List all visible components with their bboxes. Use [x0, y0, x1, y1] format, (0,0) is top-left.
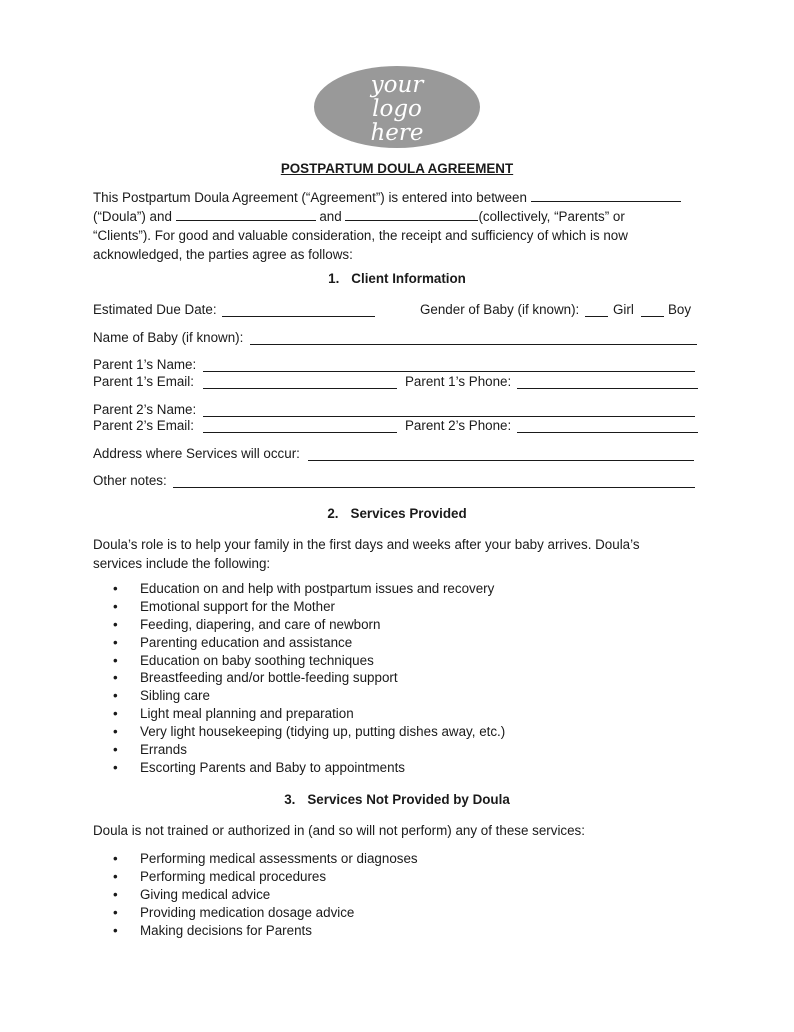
gender-label: Gender of Baby (if known): [420, 302, 580, 317]
gender-girl-field[interactable] [585, 316, 608, 317]
list-item: • Errands [113, 741, 505, 759]
services-intro-line-1: Doula’s role is to help your family in the first days and weeks after your baby arrives. Doula’s [93, 537, 640, 552]
parent1-blank[interactable] [176, 207, 316, 221]
list-item: • Education on and help with postpartum issues and recovery [113, 580, 505, 598]
due-date-label: Estimated Due Date: [93, 302, 217, 317]
list-item: • Giving medical advice [113, 886, 418, 904]
address-field[interactable] [308, 460, 694, 461]
list-item: • Performing medical procedures [113, 868, 418, 886]
parent1-phone-label: Parent 1’s Phone: [405, 374, 512, 389]
doula-name-blank[interactable] [531, 188, 681, 202]
svg-text:your: your [370, 72, 424, 98]
parent2-phone-label: Parent 2’s Phone: [405, 418, 512, 433]
logo-placeholder [314, 66, 480, 148]
parent1-phone-field[interactable] [517, 388, 698, 389]
baby-name-field[interactable] [250, 344, 697, 345]
boy-label: Boy [668, 302, 692, 317]
intro-line-3: “Clients”). For good and valuable consideration, the receipt and sufficiency of which is now [93, 228, 628, 243]
parent1-email-label: Parent 1’s Email: [93, 374, 194, 389]
list-item: • Breastfeeding and/or bottle-feeding support [113, 669, 505, 687]
intro-line-2c: (collectively, “Parents” or [478, 209, 625, 224]
gender-boy-field[interactable] [641, 316, 664, 317]
notes-field[interactable] [173, 487, 695, 488]
list-item: • Performing medical assessments or diagnoses [113, 850, 418, 868]
parent2-email-field[interactable] [203, 432, 397, 433]
list-item: • Providing medication dosage advice [113, 904, 418, 922]
section-3-heading: 3. Services Not Provided by Doula [284, 792, 510, 807]
parent2-name-field[interactable] [203, 416, 695, 417]
list-item: • Escorting Parents and Baby to appointments [113, 759, 505, 777]
parent1-name-label: Parent 1’s Name: [93, 357, 197, 372]
list-item: • Making decisions for Parents [113, 922, 418, 940]
list-item: • Light meal planning and preparation [113, 705, 505, 723]
parent1-name-field[interactable] [203, 371, 695, 372]
address-label: Address where Services will occur: [93, 446, 300, 461]
services-intro-line-2: services include the following: [93, 556, 271, 571]
intro-line-1: This Postpartum Doula Agreement (“Agreement”) is entered into between [93, 190, 527, 205]
logo-text [337, 68, 457, 146]
section-2-heading: 2. Services Provided [327, 506, 467, 521]
list-item: • Feeding, diapering, and care of newborn [113, 616, 505, 634]
document-title: POSTPARTUM DOULA AGREEMENT [280, 161, 514, 176]
list-item: • Emotional support for the Mother [113, 598, 505, 616]
notes-label: Other notes: [93, 473, 167, 488]
list-item: • Education on baby soothing techniques [113, 652, 505, 670]
parent2-email-label: Parent 2’s Email: [93, 418, 194, 433]
intro-paragraph [93, 188, 703, 264]
intro-line-2a: (“Doula”) and [93, 209, 172, 224]
parent2-blank[interactable] [345, 207, 478, 221]
services-intro [93, 535, 733, 573]
parent2-phone-field[interactable] [517, 432, 698, 433]
list-item: • Sibling care [113, 687, 505, 705]
intro-line-2b: and [319, 209, 342, 224]
svg-text:here: here [370, 120, 424, 146]
section-1-heading: 1. Client Information [328, 271, 466, 286]
list-item: • Very light housekeeping (tidying up, putting dishes away, etc.) [113, 723, 505, 741]
parent2-name-label: Parent 2’s Name: [93, 402, 197, 417]
svg-text:logo: logo [372, 96, 422, 122]
services-provided-list [113, 580, 505, 777]
intro-line-4: acknowledged, the parties agree as follows: [93, 247, 353, 262]
baby-name-label: Name of Baby (if known): [93, 330, 244, 345]
girl-label: Girl [613, 302, 634, 317]
due-date-field[interactable] [222, 316, 375, 317]
services-not-provided-list [113, 850, 418, 939]
not-provided-intro: Doula is not trained or authorized in (and so will not perform) any of these services: [93, 823, 585, 838]
list-item: • Parenting education and assistance [113, 634, 505, 652]
parent1-email-field[interactable] [203, 388, 397, 389]
